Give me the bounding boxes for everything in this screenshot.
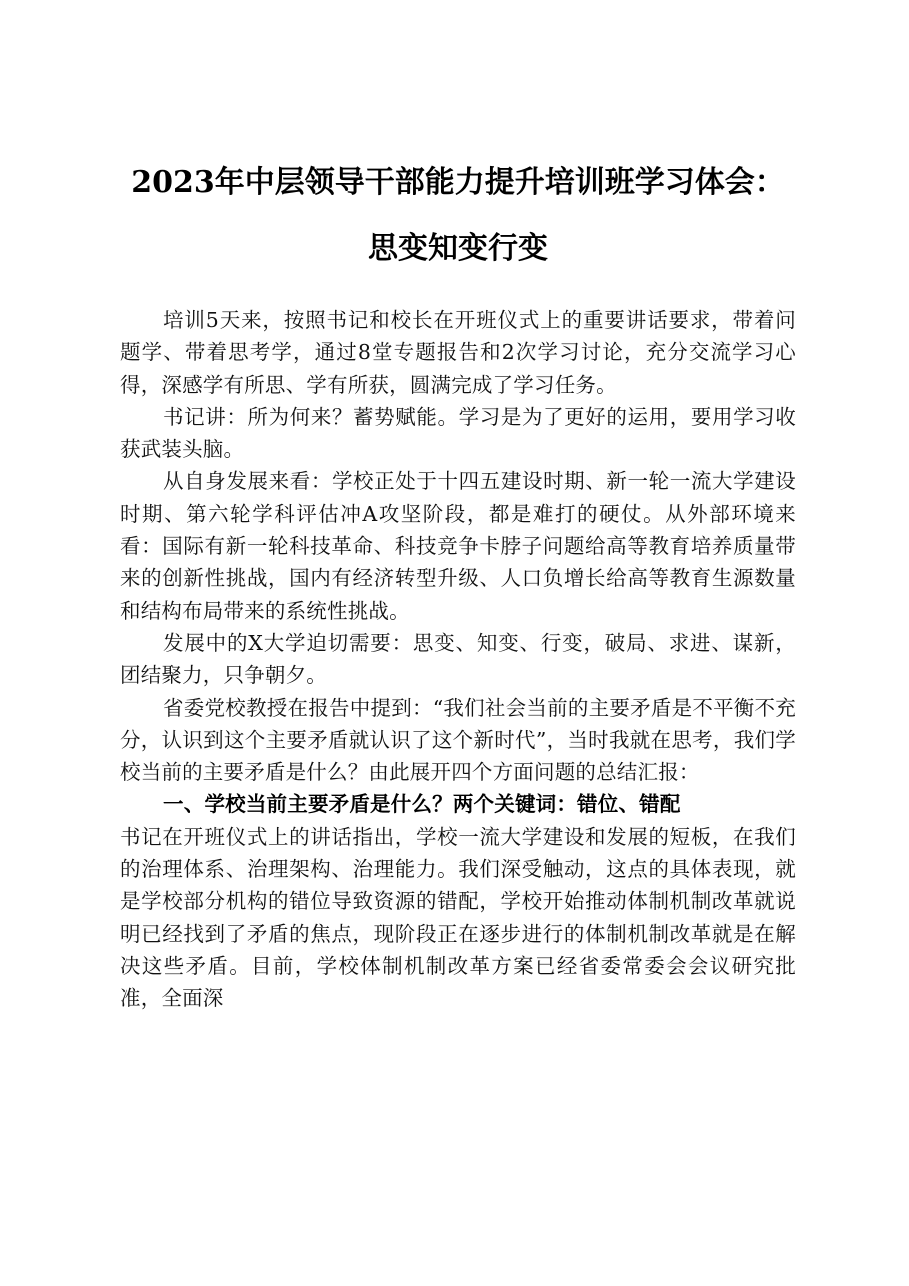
paragraph-secretary-remarks: 书记讲：所为何来？蓄势赋能。学习是为了更好的运用，要用学习收获武装头脑。	[120, 404, 796, 462]
document-title: 2023年中层领导干部能力提升培训班学习体会：思变知变行变	[131, 165, 785, 266]
paragraph-party-school-report: 省委党校教授在报告中提到：“我们社会当前的主要矛盾是不平衡不充分，认识到这个主要矛盾就认识了这个新时代”，当时我就在思考，我们学校当前的主要矛盾是什么？由此展开四个方面问题的总结汇报：	[120, 695, 796, 785]
section-paragraph: 书记在开班仪式上的讲话指出，学校一流大学建设和发展的短板，在我们的治理体系、治理架构、治理能力。我们深受触动，这点的具体表现，就是学校部分机构的错位导致资源的错配，学校开始推动体制机制改革就说明已经找到了矛盾的焦点，现阶段正在逐步进行的体制机制改革就是在解决这些矛盾。目前，学校体制机制改革方案已经省委常委会会议研究批准，全面深	[120, 824, 796, 1011]
section-heading: 一、学校当前主要矛盾是什么？两个关键词：错位、错配	[163, 792, 681, 817]
document-body	[120, 304, 796, 1015]
paragraph-development-context: 从自身发展来看：学校正处于十四五建设时期、新一轮一流大学建设时期、第六轮学科评估冲A攻坚阶段，都是难打的硬仗。从外部环境来看：国际有新一轮科技革命、科技竞争卡脖子问题给高等教育培养质量带来的创新性挑战，国内有经济转型升级、人口负增长给高等教育生源数量和结构布局带来的系统性挑战。	[120, 469, 796, 623]
paragraph-urgent-needs: 发展中的X大学迫切需要：思变、知变、行变，破局、求进、谋新，团结聚力，只争朝夕。	[120, 630, 796, 688]
paragraph-training-summary: 培训5天来，按照书记和校长在开班仪式上的重要讲话要求，带着问题学、带着思考学，通过8堂专题报告和2次学习讨论，充分交流学习心得，深感学有所思、学有所获，圆满完成了学习任务。	[120, 308, 796, 397]
